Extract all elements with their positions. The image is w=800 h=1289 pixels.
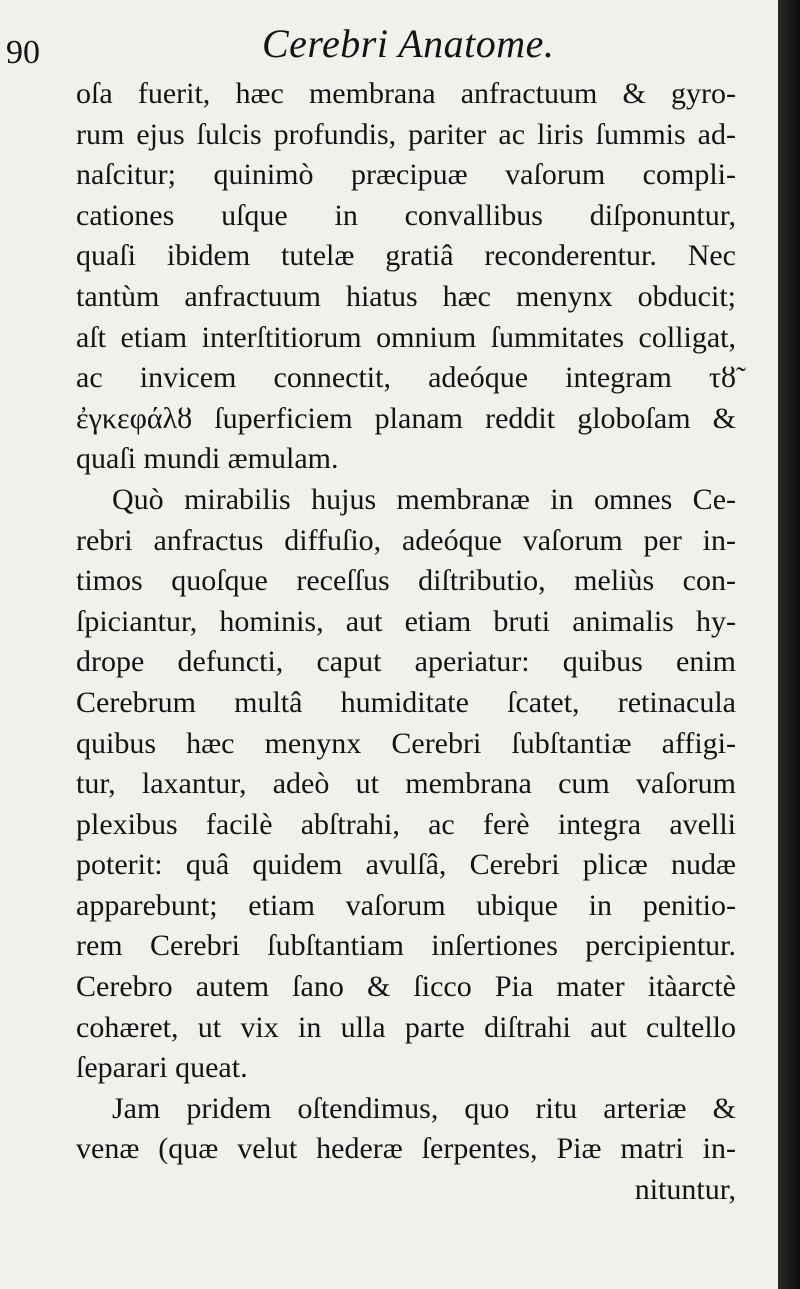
page-number: 90: [6, 34, 40, 71]
text-line: quaſi ibidem tutelæ gratiâ reconderentur. Nec: [76, 239, 736, 273]
text-line: oſa fuerit, hæc membrana anfractuum & gyro-: [76, 77, 736, 110]
text-line: quibus hæc menynx Cerebri ſubſtantiæ affigi-: [76, 726, 736, 760]
paragraph-start-line: Quò mirabilis hujus membranæ in omnes Ce-: [112, 482, 736, 516]
page-header: [0, 14, 778, 74]
text-line: tur, laxantur, adeò ut membrana cum vaſorum: [76, 767, 736, 801]
text-line: poterit: quâ quidem avulſâ, Cerebri plicæ nudæ: [76, 848, 736, 882]
text-line: ſpiciantur, hominis, aut etiam bruti animalis hy-: [76, 604, 736, 638]
text-line: cationes uſque in convallibus diſponuntur,: [76, 198, 736, 232]
text-line: plexibus facilè abſtrahi, ac ferè integra avelli: [76, 807, 736, 841]
text-line: ἐγκεφάλȣ ſuperficiem planam reddit globoſam &: [76, 401, 736, 435]
running-title: Cerebri Anatome.: [262, 21, 555, 66]
text-line: aſt etiam interſtitiorum omnium ſummitates colligat,: [76, 320, 736, 354]
text-line: quaſi mundi æmulam.: [76, 442, 339, 476]
text-line: naſcitur; quinimò præcipuæ vaſorum compli-: [76, 158, 736, 192]
text-line: ac invicem connectit, adeóque integram τȣ̃: [76, 361, 736, 395]
text-line: rum ejus ſulcis profundis, pariter ac liris ſummis ad-: [76, 117, 736, 151]
text-line: tantùm anfractuum hiatus hæc menynx obducit;: [76, 279, 736, 313]
body-text: [76, 74, 736, 1211]
text-line: cohæret, ut vix in ulla parte diſtrahi aut cultello: [76, 1010, 736, 1044]
text-line: timos quoſque receſſus diſtributio, meliùs con-: [76, 564, 736, 598]
text-line: Cerebro autem ſano & ſicco Pia mater itàarctè: [76, 970, 736, 1004]
catchword-line: nituntur,: [634, 1173, 736, 1207]
text-line: venæ (quæ velut hederæ ſerpentes, Piæ matri in-: [76, 1132, 736, 1166]
page-edge-shadow: [778, 0, 800, 1289]
text-line: drope defuncti, caput aperiatur: quibus enim: [76, 645, 736, 679]
text-line: Cerebrum multâ humiditate ſcatet, retinacula: [76, 685, 736, 719]
text-line: rem Cerebri ſubſtantiam inſertiones percipientur.: [76, 929, 736, 963]
text-line: apparebunt; etiam vaſorum ubique in penitio-: [76, 888, 736, 922]
paragraph-start-line: Jam pridem oſtendimus, quo ritu arteriæ &: [112, 1091, 736, 1125]
text-line: rebri anfractus diffuſio, adeóque vaſorum per in-: [76, 523, 736, 557]
text-line: ſeparari queat.: [76, 1051, 248, 1085]
